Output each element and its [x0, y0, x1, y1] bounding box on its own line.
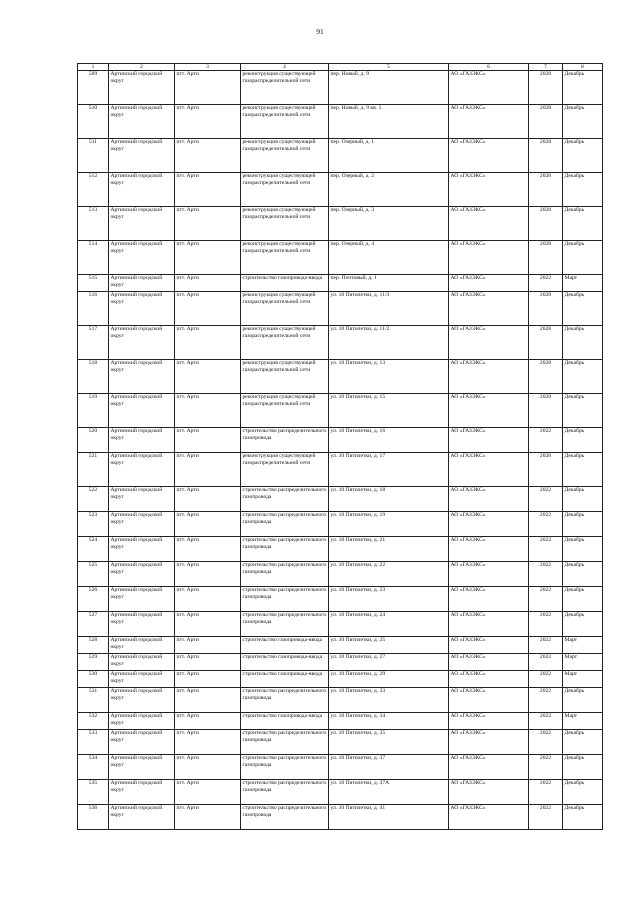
month-cell: Декабрь	[563, 453, 603, 487]
settlement-cell: пгт. Арти	[175, 730, 241, 755]
row-number: 509	[78, 71, 109, 105]
year-cell: 2028	[529, 173, 563, 207]
settlement-cell: пгт. Арти	[175, 275, 241, 292]
address-cell: ул. 10 Пятилетки, д. 24	[329, 612, 449, 637]
row-number: 526	[78, 587, 109, 612]
settlement-cell: пгт. Арти	[175, 487, 241, 512]
district-cell: Артинский городской округ	[109, 805, 175, 830]
district-cell: Артинский городской округ	[109, 713, 175, 730]
table-row	[78, 292, 603, 326]
organization-cell: АО «ГАЗЭКС»	[449, 292, 529, 326]
organization-cell: АО «ГАЗЭКС»	[449, 105, 529, 139]
row-number: 520	[78, 428, 109, 453]
row-number: 536	[78, 805, 109, 830]
organization-cell: АО «ГАЗЭКС»	[449, 207, 529, 241]
settlement-cell: пгт. Арти	[175, 326, 241, 360]
month-cell: Март	[563, 713, 603, 730]
district-cell: Артинский городской округ	[109, 105, 175, 139]
settlement-cell: пгт. Арти	[175, 637, 241, 654]
organization-cell: АО «ГАЗЭКС»	[449, 275, 529, 292]
month-cell: Декабрь	[563, 105, 603, 139]
month-cell: Март	[563, 275, 603, 292]
table-row	[78, 512, 603, 537]
address-cell: ул. 10 Пятилетки, д. 16	[329, 428, 449, 453]
row-number: 523	[78, 512, 109, 537]
year-cell: 2022	[529, 671, 563, 688]
address-cell: ул. 10 Пятилетки, д. 34	[329, 713, 449, 730]
month-cell: Декабрь	[563, 612, 603, 637]
address-cell: ул. 10 Пятилетки, д. 19	[329, 512, 449, 537]
table-row	[78, 780, 603, 805]
district-cell: Артинский городской округ	[109, 173, 175, 207]
district-cell: Артинский городской округ	[109, 671, 175, 688]
month-cell: Декабрь	[563, 730, 603, 755]
district-cell: Артинский городской округ	[109, 487, 175, 512]
address-cell: ул. 10 Пятилетки, д. 35	[329, 730, 449, 755]
organization-cell: АО «ГАЗЭКС»	[449, 637, 529, 654]
settlement-cell: пгт. Арти	[175, 512, 241, 537]
organization-cell: АО «ГАЗЭКС»	[449, 360, 529, 394]
district-cell: Артинский городской округ	[109, 637, 175, 654]
address-cell: ул. 10 Пятилетки, д. 41	[329, 805, 449, 830]
district-cell: Артинский городской округ	[109, 241, 175, 275]
row-number: 525	[78, 562, 109, 587]
table-row	[78, 537, 603, 562]
table-row	[78, 360, 603, 394]
organization-cell: АО «ГАЗЭКС»	[449, 713, 529, 730]
work-type-cell: реконструкция существующей газораспределительной сети	[241, 173, 329, 207]
page-number: 91	[316, 27, 324, 36]
column-number: 5	[329, 64, 449, 71]
work-type-cell: строительство распределительного газопровода	[241, 428, 329, 453]
work-type-cell: строительство газопровода-ввода	[241, 637, 329, 654]
address-cell: ул. 10 Пятилетки, д. 18	[329, 487, 449, 512]
district-cell: Артинский городской округ	[109, 562, 175, 587]
district-cell: Артинский городской округ	[109, 292, 175, 326]
work-type-cell: реконструкция существующей газораспределительной сети	[241, 105, 329, 139]
district-cell: Артинский городской округ	[109, 394, 175, 428]
settlement-cell: пгт. Арти	[175, 537, 241, 562]
organization-cell: АО «ГАЗЭКС»	[449, 612, 529, 637]
year-cell: 2028	[529, 360, 563, 394]
table-row	[78, 428, 603, 453]
district-cell: Артинский городской округ	[109, 780, 175, 805]
work-type-cell: реконструкция существующей газораспределительной сети	[241, 394, 329, 428]
organization-cell: АО «ГАЗЭКС»	[449, 512, 529, 537]
address-cell: ул. 10 Пятилетки, д. 11/3	[329, 292, 449, 326]
table-row	[78, 173, 603, 207]
district-cell: Артинский городской округ	[109, 730, 175, 755]
year-cell: 2022	[529, 780, 563, 805]
organization-cell: АО «ГАЗЭКС»	[449, 139, 529, 173]
table-row	[78, 587, 603, 612]
work-type-cell: строительство распределительного газопровода	[241, 562, 329, 587]
row-number: 527	[78, 612, 109, 637]
row-number: 534	[78, 755, 109, 780]
row-number: 524	[78, 537, 109, 562]
row-number: 528	[78, 637, 109, 654]
month-cell: Декабрь	[563, 360, 603, 394]
settlement-cell: пгт. Арти	[175, 241, 241, 275]
work-type-cell: реконструкция существующей газораспределительной сети	[241, 326, 329, 360]
organization-cell: АО «ГАЗЭКС»	[449, 671, 529, 688]
month-cell: Декабрь	[563, 394, 603, 428]
address-cell: ул. 10 Пятилетки, д. 22	[329, 562, 449, 587]
work-type-cell: строительство газопровода-ввода	[241, 654, 329, 671]
table-row	[78, 139, 603, 173]
year-cell: 2028	[529, 326, 563, 360]
district-cell: Артинский городской округ	[109, 688, 175, 713]
address-cell: пер. Новый, д. 9	[329, 71, 449, 105]
month-cell: Декабрь	[563, 512, 603, 537]
address-cell: ул. 10 Пятилетки, д. 27	[329, 654, 449, 671]
work-type-cell: реконструкция существующей газораспределительной сети	[241, 453, 329, 487]
settlement-cell: пгт. Арти	[175, 394, 241, 428]
month-cell: Декабрь	[563, 688, 603, 713]
address-cell: пер. Озерный, д. 2	[329, 173, 449, 207]
row-number: 516	[78, 292, 109, 326]
month-cell: Декабрь	[563, 326, 603, 360]
year-cell: 2022	[529, 537, 563, 562]
table-row	[78, 394, 603, 428]
organization-cell: АО «ГАЗЭКС»	[449, 173, 529, 207]
work-type-cell: строительство распределительного газопровода	[241, 612, 329, 637]
month-cell: Декабрь	[563, 139, 603, 173]
work-type-cell: реконструкция существующей газораспределительной сети	[241, 360, 329, 394]
month-cell: Декабрь	[563, 587, 603, 612]
settlement-cell: пгт. Арти	[175, 587, 241, 612]
row-number: 514	[78, 241, 109, 275]
address-cell: пер. Почтовый, д. 1	[329, 275, 449, 292]
row-number: 522	[78, 487, 109, 512]
month-cell: Декабрь	[563, 537, 603, 562]
organization-cell: АО «ГАЗЭКС»	[449, 688, 529, 713]
row-number: 515	[78, 275, 109, 292]
address-cell: ул. 10 Пятилетки, д. 17	[329, 453, 449, 487]
settlement-cell: пгт. Арти	[175, 805, 241, 830]
year-cell: 2022	[529, 587, 563, 612]
column-number: 8	[563, 64, 603, 71]
district-cell: Артинский городской округ	[109, 139, 175, 173]
table-row	[78, 637, 603, 654]
table-row	[78, 713, 603, 730]
organization-cell: АО «ГАЗЭКС»	[449, 241, 529, 275]
organization-cell: АО «ГАЗЭКС»	[449, 453, 529, 487]
row-number: 511	[78, 139, 109, 173]
table-row	[78, 487, 603, 512]
table-row	[78, 326, 603, 360]
row-number: 519	[78, 394, 109, 428]
year-cell: 2022	[529, 487, 563, 512]
settlement-cell: пгт. Арти	[175, 654, 241, 671]
district-cell: Артинский городской округ	[109, 275, 175, 292]
work-type-cell: строительство распределительного газопровода	[241, 587, 329, 612]
address-cell: ул. 10 Пятилетки, д. 15	[329, 394, 449, 428]
district-cell: Артинский городской округ	[109, 755, 175, 780]
district-cell: Артинский городской округ	[109, 428, 175, 453]
row-number: 531	[78, 688, 109, 713]
organization-cell: АО «ГАЗЭКС»	[449, 780, 529, 805]
address-cell: пер. Озерный, д. 3	[329, 207, 449, 241]
work-type-cell: реконструкция существующей газораспределительной сети	[241, 241, 329, 275]
address-cell: пер. Озерный, д. 1	[329, 139, 449, 173]
table-row	[78, 241, 603, 275]
organization-cell: АО «ГАЗЭКС»	[449, 562, 529, 587]
year-cell: 2022	[529, 275, 563, 292]
month-cell: Декабрь	[563, 780, 603, 805]
address-cell: ул. 10 Пятилетки, д. 13	[329, 360, 449, 394]
year-cell: 2022	[529, 713, 563, 730]
month-cell: Декабрь	[563, 207, 603, 241]
settlement-cell: пгт. Арти	[175, 139, 241, 173]
settlement-cell: пгт. Арти	[175, 562, 241, 587]
address-cell: ул. 10 Пятилетки, д. 23	[329, 587, 449, 612]
work-type-cell: строительство распределительного газопровода	[241, 688, 329, 713]
year-cell: 2022	[529, 562, 563, 587]
settlement-cell: пгт. Арти	[175, 688, 241, 713]
month-cell: Март	[563, 671, 603, 688]
year-cell: 2028	[529, 139, 563, 173]
table-row	[78, 755, 603, 780]
work-type-cell: строительство газопровода-ввода	[241, 713, 329, 730]
table-row	[78, 688, 603, 713]
district-cell: Артинский городской округ	[109, 587, 175, 612]
organization-cell: АО «ГАЗЭКС»	[449, 71, 529, 105]
table-row	[78, 275, 603, 292]
row-number: 517	[78, 326, 109, 360]
address-cell: ул. 10 Пятилетки, д. 11/2	[329, 326, 449, 360]
address-cell: ул. 10 Пятилетки, д. 25	[329, 637, 449, 654]
year-cell: 2022	[529, 730, 563, 755]
settlement-cell: пгт. Арти	[175, 453, 241, 487]
year-cell: 2022	[529, 512, 563, 537]
organization-cell: АО «ГАЗЭКС»	[449, 587, 529, 612]
year-cell: 2022	[529, 755, 563, 780]
settlement-cell: пгт. Арти	[175, 713, 241, 730]
year-cell: 2028	[529, 207, 563, 241]
year-cell: 2028	[529, 394, 563, 428]
work-type-cell: строительство газопровода-ввода	[241, 275, 329, 292]
row-number: 510	[78, 105, 109, 139]
month-cell: Декабрь	[563, 292, 603, 326]
organization-cell: АО «ГАЗЭКС»	[449, 487, 529, 512]
organization-cell: АО «ГАЗЭКС»	[449, 537, 529, 562]
year-cell: 2028	[529, 453, 563, 487]
work-type-cell: строительство распределительного газопровода	[241, 487, 329, 512]
work-type-cell: реконструкция существующей газораспределительной сети	[241, 139, 329, 173]
work-type-cell: строительство распределительного газопровода	[241, 755, 329, 780]
settlement-cell: пгт. Арти	[175, 207, 241, 241]
settlement-cell: пгт. Арти	[175, 612, 241, 637]
row-number: 535	[78, 780, 109, 805]
organization-cell: АО «ГАЗЭКС»	[449, 805, 529, 830]
settlement-cell: пгт. Арти	[175, 292, 241, 326]
settlement-cell: пгт. Арти	[175, 71, 241, 105]
row-number: 529	[78, 654, 109, 671]
district-cell: Артинский городской округ	[109, 360, 175, 394]
address-cell: пер. Озерный, д. 4	[329, 241, 449, 275]
month-cell: Декабрь	[563, 71, 603, 105]
column-number: 3	[175, 64, 241, 71]
district-cell: Артинский городской округ	[109, 453, 175, 487]
row-number: 518	[78, 360, 109, 394]
organization-cell: АО «ГАЗЭКС»	[449, 654, 529, 671]
table-row	[78, 562, 603, 587]
settlement-cell: пгт. Арти	[175, 755, 241, 780]
organization-cell: АО «ГАЗЭКС»	[449, 755, 529, 780]
row-number: 532	[78, 713, 109, 730]
year-cell: 2028	[529, 105, 563, 139]
work-type-cell: реконструкция существующей газораспределительной сети	[241, 71, 329, 105]
column-number: 4	[241, 64, 329, 71]
district-cell: Артинский городской округ	[109, 326, 175, 360]
settlement-cell: пгт. Арти	[175, 173, 241, 207]
year-cell: 2022	[529, 612, 563, 637]
year-cell: 2022	[529, 805, 563, 830]
year-cell: 2028	[529, 241, 563, 275]
table-row	[78, 207, 603, 241]
settlement-cell: пгт. Арти	[175, 105, 241, 139]
gasification-schedule-table	[77, 63, 603, 830]
district-cell: Артинский городской округ	[109, 207, 175, 241]
row-number: 530	[78, 671, 109, 688]
work-type-cell: строительство распределительного газопровода	[241, 537, 329, 562]
month-cell: Декабрь	[563, 241, 603, 275]
work-type-cell: строительство распределительного газопровода	[241, 780, 329, 805]
district-cell: Артинский городской округ	[109, 71, 175, 105]
work-type-cell: строительство газопровода-ввода	[241, 671, 329, 688]
table-row	[78, 105, 603, 139]
work-type-cell: реконструкция существующей газораспределительной сети	[241, 207, 329, 241]
work-type-cell: строительство распределительного газопровода	[241, 730, 329, 755]
table-row	[78, 612, 603, 637]
district-cell: Артинский городской округ	[109, 612, 175, 637]
table-row	[78, 805, 603, 830]
organization-cell: АО «ГАЗЭКС»	[449, 326, 529, 360]
address-cell: пер. Новый, д. 9 кв. 1	[329, 105, 449, 139]
table-row	[78, 453, 603, 487]
year-cell: 2022	[529, 688, 563, 713]
row-number: 513	[78, 207, 109, 241]
address-cell: ул. 10 Пятилетки, д. 21	[329, 537, 449, 562]
month-cell: Декабрь	[563, 487, 603, 512]
work-type-cell: реконструкция существующей газораспределительной сети	[241, 292, 329, 326]
settlement-cell: пгт. Арти	[175, 780, 241, 805]
organization-cell: АО «ГАЗЭКС»	[449, 394, 529, 428]
settlement-cell: пгт. Арти	[175, 428, 241, 453]
organization-cell: АО «ГАЗЭКС»	[449, 730, 529, 755]
table-row	[78, 654, 603, 671]
row-number: 533	[78, 730, 109, 755]
address-cell: ул. 10 Пятилетки, д. 37	[329, 755, 449, 780]
month-cell: Март	[563, 654, 603, 671]
row-number: 512	[78, 173, 109, 207]
month-cell: Декабрь	[563, 755, 603, 780]
table-row	[78, 730, 603, 755]
year-cell: 2028	[529, 292, 563, 326]
settlement-cell: пгт. Арти	[175, 671, 241, 688]
month-cell: Декабрь	[563, 428, 603, 453]
row-number: 521	[78, 453, 109, 487]
address-cell: ул. 10 Пятилетки, д. 29	[329, 671, 449, 688]
district-cell: Артинский городской округ	[109, 654, 175, 671]
district-cell: Артинский городской округ	[109, 537, 175, 562]
month-cell: Март	[563, 637, 603, 654]
year-cell: 2022	[529, 428, 563, 453]
column-number: 6	[449, 64, 529, 71]
month-cell: Декабрь	[563, 173, 603, 207]
settlement-cell: пгт. Арти	[175, 360, 241, 394]
address-cell: ул. 10 Пятилетки, д. 33	[329, 688, 449, 713]
column-number-row	[78, 64, 603, 71]
month-cell: Декабрь	[563, 562, 603, 587]
table-row	[78, 671, 603, 688]
month-cell: Декабрь	[563, 805, 603, 830]
work-type-cell: строительство распределительного газопровода	[241, 805, 329, 830]
year-cell: 2028	[529, 71, 563, 105]
column-number: 1	[78, 64, 109, 71]
organization-cell: АО «ГАЗЭКС»	[449, 428, 529, 453]
year-cell: 2022	[529, 637, 563, 654]
address-cell: ул. 10 Пятилетки, д. 37А	[329, 780, 449, 805]
district-cell: Артинский городской округ	[109, 512, 175, 537]
year-cell: 2022	[529, 654, 563, 671]
column-number: 2	[109, 64, 175, 71]
column-number: 7	[529, 64, 563, 71]
table-row	[78, 71, 603, 105]
work-type-cell: строительство распределительного газопровода	[241, 512, 329, 537]
